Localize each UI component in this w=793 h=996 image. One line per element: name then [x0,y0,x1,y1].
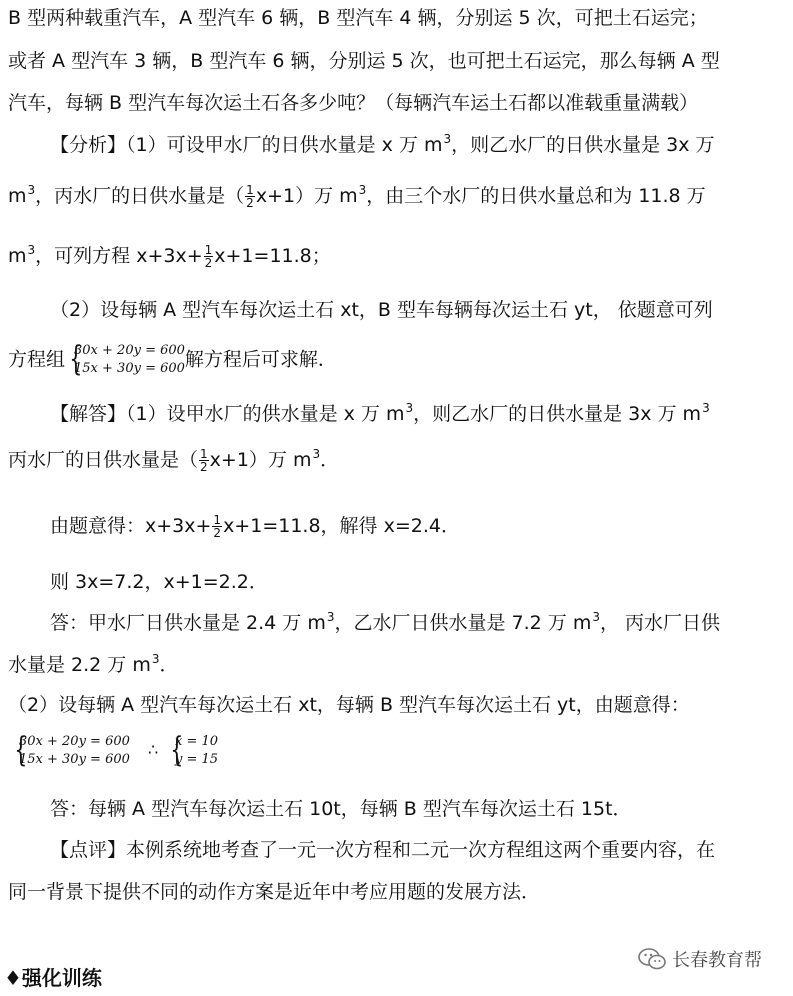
analysis-line-3: $m^3$，可列方程 x+3x+ $\frac{1}{2}$ x+1=11.8； [8,243,331,270]
analysis-line-2: $m^3$，丙水厂的日供水量是（ $\frac{1}{2}$ x+1）万 $m^3$，由三个水厂的日供水量总和为 11.8 万 [8,183,706,210]
solution-answer-2: 答：每辆 A 型汽车每次运土石 10t，每辆 B 型汽车每次运土石 15t． [50,798,632,820]
problem-line-3: 汽车，每辆 B 型汽车每次运土石各多少吨？（每辆汽车运土石都以准载重量满载） [8,92,699,114]
analysis-line-1: 【分析】（1）可设甲水厂的日供水量是 x 万 $m^3$，则乙水厂的日供水量是 3x 万 [50,132,715,156]
chat-bubble-icon [638,948,666,970]
problem-line-2: 或者 A 型汽车 3 辆，B 型汽车 6 辆，分别运 5 次，也可把土石运完，那么每辆 A 型 [8,50,720,72]
solution-line-2: 丙水厂的日供水量是（ $\frac{1}{2}$ x+1）万 $m^3$． [8,447,340,474]
fraction-half: $\frac{1}{2}$ [204,243,213,270]
solution-line-4: 则 3x=7.2，x+1=2.2． [50,571,268,593]
result-system: { x = 10 y = 15 [170,730,219,770]
solution-line-5: 答：甲水厂日供水量是 2.4 万 $m^3$，乙水厂日供水量是 7.2 万 $m^3$， 丙水厂日供 [50,610,721,634]
solution-result [166,730,219,770]
fraction-half: $\frac{1}{2}$ [213,513,222,540]
solution-line-6: 水量是 2.2 万 $m^3$． [8,652,179,676]
watermark [638,946,762,972]
solution-line-3: 由题意得：x+3x+ $\frac{1}{2}$ x+1=11.8，解得 x=2.4． [50,513,460,540]
equation-system: { 30x + 20y = 600 15x + 30y = 600 [69,339,185,379]
watermark-text: 长春教育帮 [672,950,762,971]
analysis-line-4: （2）设每辆 A 型汽车每次运土石 xt，B 型车每辆每次运土石 yt， 依题意可列 [50,299,713,321]
fraction-half: $\frac{1}{2}$ [246,183,254,210]
problem-line-1: B 型两种载重汽车，A 型汽车 6 辆，B 型汽车 4 辆，分别运 5 次，可把土石运完； [8,7,708,29]
fraction-half: $\frac{1}{2}$ [200,447,208,474]
review-line-2: 同一背景下提供不同的动作方案是近年中考应用题的发展方法． [8,881,541,903]
section-title: ♦强化训练 [4,966,102,990]
solution-line-7: （2）设每辆 A 型汽车每次运土石 xt，每辆 B 型汽车每次运土石 yt，由题意得： [8,694,690,716]
equation-system: { 30x + 20y = 600 15x + 30y = 600 [14,730,130,770]
therefore-symbol: ∴ [148,740,159,759]
analysis-line-5: 方程组 { 30x + 20y = 600 15x + 30y = 600 解方程后可求解． [8,339,337,379]
solution-line-1: 【解答】（1）设甲水厂的供水量是 x 万 $m^3$，则乙水厂的日供水量是 3x 万 $m^3$ [50,401,710,425]
review-line-1: 【点评】本例系统地考查了一元一次方程和二元一次方程组这两个重要内容，在 [50,839,716,861]
solution-system [10,730,130,770]
